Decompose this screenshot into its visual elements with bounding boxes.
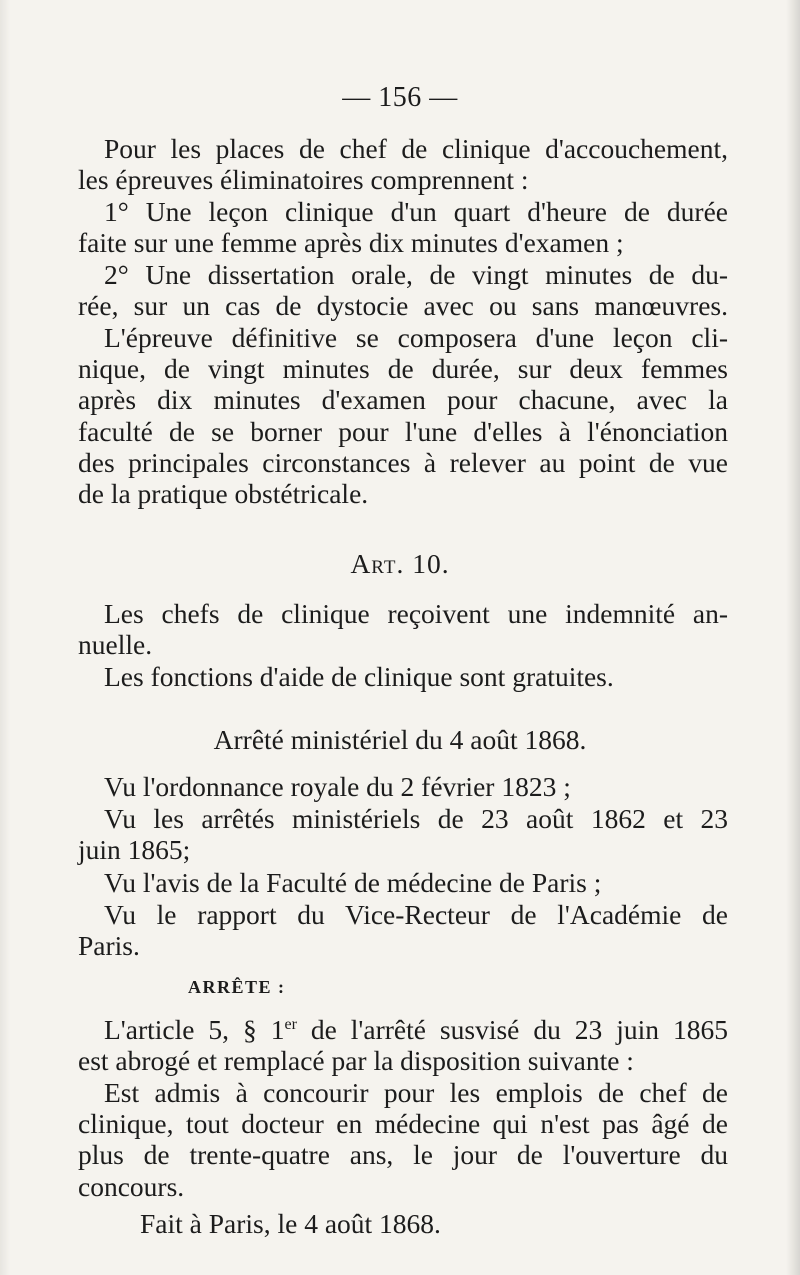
- paragraph-article-abroge: [78, 1014, 728, 1076]
- text-line: Vu l'avis de la Faculté de médecine de Paris ;: [104, 867, 602, 898]
- paragraph-epreuve-definitive: [78, 322, 728, 509]
- text-line: faculté de se borner pour l'une d'elles à l'énonciation: [78, 415, 728, 447]
- article-prefix: Art: [350, 548, 397, 579]
- text-line: 1° Une leçon clinique d'un quart d'heure de durée: [104, 196, 728, 227]
- text-line: plus de trente-quatre ans, le jour de l'ouverture du: [78, 1139, 728, 1171]
- text-line: nique, de vingt minutes de durée, sur deux femmes: [78, 353, 728, 385]
- text-line: Est admis à concourir pour les emplois de chef de: [104, 1077, 728, 1108]
- vu-clause-rapport: [78, 899, 728, 961]
- arrete-label: ARRÊTE :: [188, 977, 286, 997]
- text-line: Vu les arrêtés ministériels de 23 août 1862 et 23: [104, 803, 728, 834]
- text-line: après dix minutes d'examen pour chacune, avec la: [78, 384, 728, 416]
- text-line: rée, sur un cas de dystocie avec ou sans manœuvres.: [78, 290, 728, 322]
- text-line: de la pratique obstétricale.: [78, 478, 369, 510]
- page-number: — 156 —: [342, 82, 458, 113]
- text-line: Paris.: [78, 930, 140, 962]
- text-line: des principales circonstances à relever au point de vue: [78, 446, 728, 478]
- text-line: [78, 1014, 728, 1045]
- text-line: 2° Une dissertation orale, de vingt minutes de du-: [104, 259, 728, 290]
- text-line: L'épreuve définitive se composera d'une leçon cli-: [104, 322, 728, 353]
- signature-line: Fait à Paris, le 4 août 1868.: [140, 1208, 441, 1239]
- superscript-er: er: [284, 1015, 297, 1033]
- list-item-epreuve-1: [78, 196, 728, 258]
- text-line: Vu le rapport du Vice-Recteur de l'Académie de: [104, 899, 728, 930]
- text-line: est abrogé et remplacé par la disposition suivante :: [78, 1045, 634, 1077]
- article-heading: [0, 548, 800, 579]
- page-gutter-shadow: [0, 0, 10, 1275]
- paragraph-aide-clinique: [78, 661, 728, 692]
- vu-clause-avis: [78, 867, 728, 898]
- text-line: les épreuves éliminatoires comprennent :: [78, 164, 529, 196]
- text-segment: L'article 5, § 1: [104, 1014, 285, 1045]
- paragraph-chef-clinique: [78, 133, 728, 195]
- text-line: clinique, tout docteur en médecine qui n'est pas âgé de: [78, 1108, 728, 1140]
- text-line: juin 1865;: [78, 834, 191, 866]
- text-segment: de l'arrêté susvisé du 23 juin 1865: [296, 1014, 729, 1045]
- page-edge-shadow: [786, 0, 800, 1275]
- paragraph-admission: [78, 1077, 728, 1202]
- paragraph-indemnite: [78, 598, 728, 660]
- text-line: concours.: [78, 1170, 185, 1202]
- text-line: Les fonctions d'aide de clinique sont gratuites.: [104, 661, 614, 692]
- text-line: Pour les places de chef de clinique d'accouchement,: [104, 133, 728, 164]
- vu-clause-arretes: [78, 803, 728, 865]
- text-line: Vu l'ordonnance royale du 2 février 1823 ;: [104, 771, 571, 802]
- article-number: . 10.: [396, 548, 450, 579]
- text-line: Les chefs de clinique reçoivent une indemnité an-: [104, 598, 728, 629]
- decree-title: Arrêté ministériel du 4 août 1868.: [213, 724, 587, 755]
- text-line: faite sur une femme après dix minutes d'examen ;: [78, 227, 624, 259]
- list-item-epreuve-2: [78, 259, 728, 321]
- vu-clause-ordonnance: [78, 771, 728, 802]
- text-line: nuelle.: [78, 629, 153, 661]
